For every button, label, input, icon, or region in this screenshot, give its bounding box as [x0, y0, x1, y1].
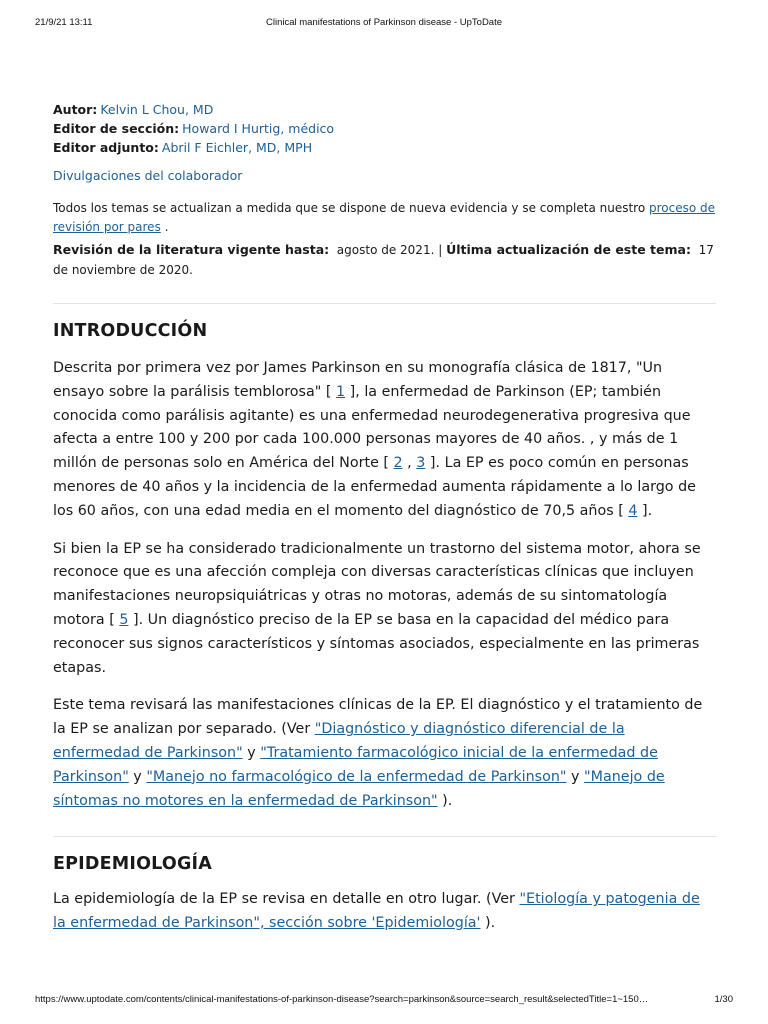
topic-link-etiology[interactable]: "Etiología y patogenia de la enfermedad de Parkinson", sección sobre 'Epidemiología': [53, 891, 700, 932]
topic-link-pharmacologic-treatment[interactable]: "Tratamiento farmacológico inicial de la enfermedad de Parkinson": [53, 744, 658, 785]
intro-paragraph-3: [53, 694, 716, 813]
reference-link-2[interactable]: 2: [393, 455, 403, 472]
page-number: 1/30: [714, 994, 733, 1005]
update-text: Todos los temas se actualizan a medida que se dispone de nueva evidencia y se completa nuestro: [53, 201, 649, 215]
last-update-label: Última actualización de este tema:: [446, 242, 691, 257]
peer-review-link[interactable]: proceso de revisión por pares: [53, 201, 716, 234]
contributor-disclosures-link[interactable]: Divulgaciones del colaborador: [53, 168, 243, 183]
print-title: Clinical manifestations of Parkinson disease - UpToDate: [265, 17, 503, 28]
author-row: [53, 100, 716, 119]
deputy-editor-label: Editor adjunto:: [53, 140, 159, 155]
text: Este tema revisará las manifestaciones clínicas de la EP. El diagnóstico y el tratamiento de la EP se analizan por separado. (Ver: [53, 697, 703, 738]
author-link[interactable]: Kelvin L Chou, MD: [100, 102, 214, 117]
reference-link-5[interactable]: 5: [119, 611, 129, 628]
text: ).: [437, 792, 453, 809]
text: Descrita por primera vez por James Parkinson en su monografía clásica de 1817, "Un ensayo sobre la parálisis temblorosa" [: [53, 360, 663, 400]
text: ,: [402, 455, 417, 472]
text: ).: [480, 915, 496, 932]
intro-paragraph-1: [53, 357, 716, 524]
last-update-value: 17 de noviembre de 2020.: [53, 243, 714, 277]
section-heading-introduction: INTRODUCCIÓN: [53, 321, 208, 341]
deputy-editor-row: [53, 138, 716, 157]
author-label: Autor:: [53, 102, 98, 117]
reference-link-4[interactable]: 4: [628, 502, 638, 519]
print-header: [0, 17, 768, 31]
text: ]. Un diagnóstico preciso de la EP se basa en la capacidad del médico para reconocer sus signos característicos y síntomas asociados, especialmente en las primeras etapas.: [53, 611, 700, 676]
disclosure-row: [53, 166, 716, 185]
reference-link-3[interactable]: 3: [416, 455, 426, 472]
text: y: [128, 768, 147, 785]
text: ], la enfermedad de Parkinson (EP; también conocida como parálisis agitante) es una enfermedad neurodegenerativa progresiva que afecta a entre 100 y 200 por cada 100.000 personas mayores de 40 años. , y más de 1 millón de personas solo en América del Norte [: [53, 383, 691, 472]
review-info: [53, 240, 716, 280]
text: y: [242, 744, 261, 761]
deputy-editor-link[interactable]: Abril F Eichler, MD, MPH: [161, 140, 313, 155]
update-note: [53, 199, 716, 237]
update-end: .: [160, 220, 169, 234]
print-url: https://www.uptodate.com/contents/clinical-manifestations-of-parkinson-disease?search=parkinson&source=search_result&selectedTitle=1~150…: [35, 994, 649, 1005]
topic-link-diagnosis[interactable]: "Diagnóstico y diagnóstico diferencial de la enfermedad de Parkinson": [53, 721, 625, 761]
topic-link-nonpharmacologic[interactable]: "Manejo no farmacológico de la enfermedad de Parkinson": [146, 768, 567, 785]
reference-link-1[interactable]: 1: [336, 383, 346, 400]
section-editor-row: [53, 119, 716, 138]
review-value: agosto de 2021. |: [336, 243, 447, 257]
section-editor-label: Editor de sección:: [53, 121, 180, 136]
introduction-section: [53, 321, 716, 813]
text: ].: [637, 502, 653, 519]
article-content: [53, 100, 716, 936]
epidemiology-section: [53, 854, 716, 936]
print-footer: [0, 994, 768, 1008]
section-heading-epidemiology: EPIDEMIOLOGÍA: [53, 854, 212, 875]
print-date: 21/9/21 13:11: [35, 17, 93, 28]
topic-link-nonmotor-symptoms[interactable]: "Manejo de síntomas no motores en la enfermedad de Parkinson": [53, 768, 665, 809]
text: ]. La EP es poco común en personas menores de 40 años y la incidencia de la enfermedad aumenta rápidamente a lo largo de los 60 años, con una edad media en el momento del diagnóstico de 70,5 años [: [53, 455, 696, 519]
intro-paragraph-2: [53, 538, 716, 681]
section-editor-link[interactable]: Howard I Hurtig, médico: [182, 121, 335, 136]
review-label: Revisión de la literatura vigente hasta:: [53, 242, 330, 257]
text: Si bien la EP se ha considerado tradicionalmente un trastorno del sistema motor, ahora se reconoce que es una afección compleja con diversas características clínicas que incluyen manifestaciones neuropsiquiátricas y otras no motoras, además de su sintomatología motora [: [53, 540, 701, 628]
divider: [53, 303, 716, 304]
text: La epidemiología de la EP se revisa en detalle en otro lugar. (Ver: [53, 891, 520, 908]
divider: [53, 836, 716, 837]
epidemiology-paragraph: [53, 888, 716, 936]
text: y: [566, 768, 585, 785]
